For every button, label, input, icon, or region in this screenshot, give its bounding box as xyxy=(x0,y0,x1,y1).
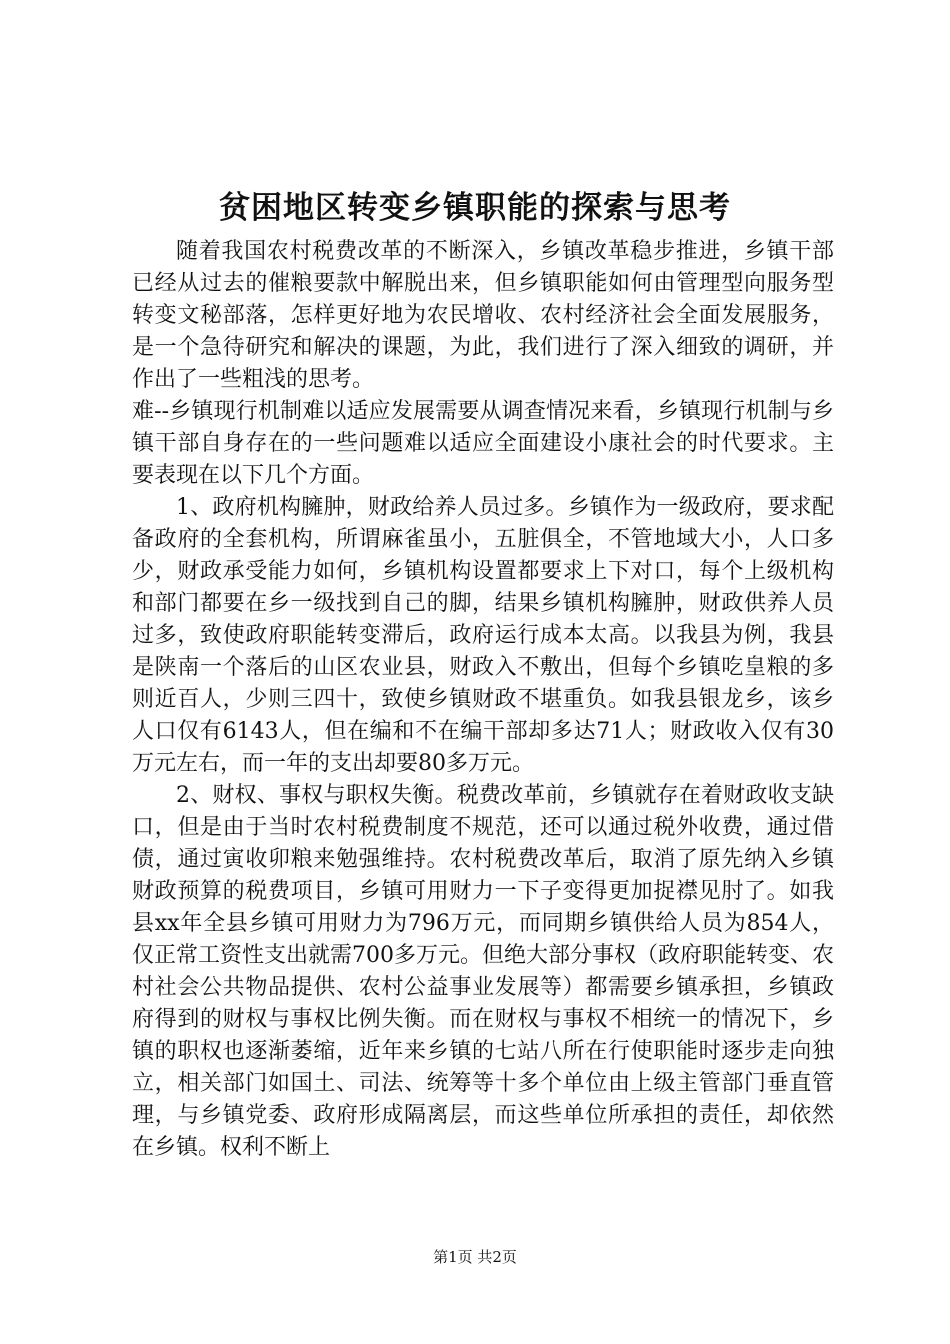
paragraph-intro: 随着我国农村税费改革的不断深入，乡镇改革稳步推进，乡镇干部已经从过去的催粮要款中解脱出来，但乡镇职能如何由管理型向服务型转变文秘部落，怎样更好地为农民增收、农村经济社会全面发展服务，是一个急待研究和解决的课题，为此，我们进行了深入细致的调研，并作出了一些粗浅的思考。 xyxy=(132,239,834,392)
paragraph-difficulty: 难--乡镇现行机制难以适应发展需要从调查情况来看，乡镇现行机制与乡镇干部自身存在的一些问题难以适应全面建设小康社会的时代要求。主要表现在以下几个方面。 xyxy=(132,399,834,488)
page-footer: 第1页 共2页 xyxy=(433,1248,517,1266)
paragraph-point-1: 1、政府机构臃肿，财政给养人员过多。乡镇作为一级政府，要求配备政府的全套机构，所谓麻雀虽小，五脏俱全，不管地域大小，人口多少，财政承受能力如何，乡镇机构设置都要求上下对口，每个上级机构和部门都要在乡一级找到自己的脚，结果乡镇机构臃肿，财政供养人员过多，致使政府职能转变滞后，政府运行成本太高。以我县为例，我县是陕南一个落后的山区农业县，财政入不敷出，但每个乡镇吃皇粮的多则近百人，少则三四十，致使乡镇财政不堪重负。如我县银龙乡，该乡人口仅有6143人，但在编和不在编干部却多达71人；财政收入仅有30万元左右，而一年的支出却要80多万元。 xyxy=(132,495,834,776)
paragraph-point-2: 2、财权、事权与职权失衡。税费改革前，乡镇就存在着财政收支缺口，但是由于当时农村税费制度不规范，还可以通过税外收费，通过借债，通过寅收卯粮来勉强维持。农村税费改革后，取消了原先纳入乡镇财政预算的税费项目，乡镇可用财力一下子变得更加捉襟见肘了。如我县xx年全县乡镇可用财力为796万元，而同期乡镇供给人员为854人，仅正常工资性支出就需700多万元。但绝大部分事权（政府职能转变、农村社会公共物品提供、农村公益事业发展等）都需要乡镇承担，乡镇政府得到的财权与事权比例失衡。而在财权与事权不相统一的情况下，乡镇的职权也逐渐萎缩，近年来乡镇的七站八所在行使职能时逐步走向独立，相关部门如国土、司法、统筹等十多个单位由上级主管部门垂直管理，与乡镇党委、政府形成隔离层，而这些单位所承担的责任，却依然在乡镇。权利不断上 xyxy=(132,783,834,1160)
document-body xyxy=(132,236,834,1164)
document-title: 贫困地区转变乡镇职能的探索与思考 xyxy=(219,190,731,226)
